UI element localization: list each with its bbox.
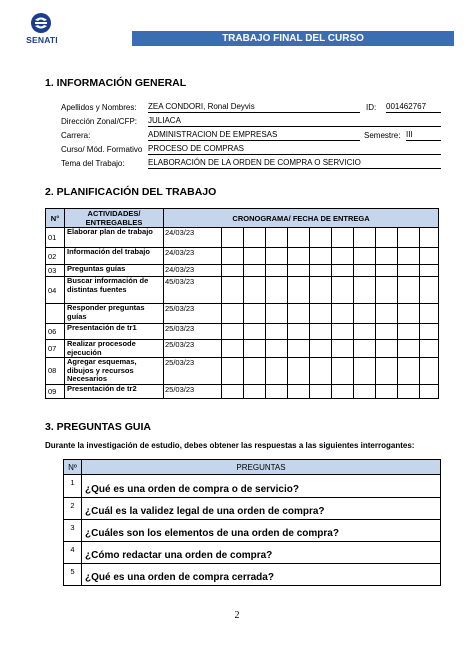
schedule-cell <box>398 304 420 324</box>
planning-row <box>46 384 439 398</box>
schedule-cell <box>354 358 376 385</box>
schedule-cell <box>310 324 332 340</box>
question-row <box>64 498 441 520</box>
question-row <box>64 564 441 586</box>
schedule-cell <box>354 248 376 265</box>
schedule-cell <box>266 265 288 277</box>
question-text: ¿Cómo redactar una orden de compra? <box>82 542 441 564</box>
question-number: 3 <box>64 520 82 542</box>
row-activity: Responder preguntas guías <box>65 304 164 324</box>
schedule-cell <box>310 340 332 358</box>
schedule-cell <box>376 358 398 385</box>
id-value: 001462767 <box>386 102 441 113</box>
schedule-cell <box>420 228 439 248</box>
question-text: ¿Qué es una orden de compra cerrada? <box>82 564 441 586</box>
schedule-cell <box>376 324 398 340</box>
schedule-cell <box>376 304 398 324</box>
schedule-cell <box>398 340 420 358</box>
row-number: 01 <box>46 228 65 248</box>
direccion-label: Dirección Zonal/CFP: <box>61 117 138 126</box>
row-number: 07 <box>46 340 65 358</box>
schedule-cell <box>398 265 420 277</box>
row-activity: Realizar procesode ejecución <box>65 340 164 358</box>
planning-row <box>46 304 439 324</box>
row-date: 45/03/23 <box>164 277 222 304</box>
curso-label: Curso/ Mód. Formativo <box>61 145 143 154</box>
schedule-cell <box>244 340 266 358</box>
schedule-cell <box>266 358 288 385</box>
questions-intro: Durante la investigación de estudio, debes obtener las respuestas a las siguientes interrogantes: <box>45 441 415 450</box>
schedule-cell <box>420 358 439 385</box>
question-number: 2 <box>64 498 82 520</box>
planning-row <box>46 265 439 277</box>
schedule-cell <box>376 248 398 265</box>
schedule-cell <box>310 228 332 248</box>
row-activity: Información del trabajo <box>65 248 164 265</box>
schedule-cell <box>244 304 266 324</box>
direccion-value: JULIACA <box>148 116 441 127</box>
schedule-cell <box>398 358 420 385</box>
row-date: 25/03/23 <box>164 358 222 385</box>
planning-row <box>46 358 439 385</box>
schedule-cell <box>222 384 244 398</box>
question-number: 4 <box>64 542 82 564</box>
schedule-cell <box>222 265 244 277</box>
schedule-cell <box>420 265 439 277</box>
col-schedule-header: CRONOGRAMA/ FECHA DE ENTREGA <box>164 209 439 228</box>
id-label: ID: <box>366 103 377 112</box>
schedule-cell <box>222 340 244 358</box>
row-number: 08 <box>46 358 65 385</box>
carrera-label: Carrera: <box>61 131 91 140</box>
section-1-heading: 1. INFORMACIÓN GENERAL <box>45 77 187 89</box>
schedule-cell <box>310 248 332 265</box>
schedule-cell <box>244 358 266 385</box>
row-activity: Buscar información de distintas fuentes <box>65 277 164 304</box>
schedule-cell <box>266 277 288 304</box>
schedule-cell <box>310 358 332 385</box>
schedule-cell <box>288 324 310 340</box>
row-number: 04 <box>46 277 65 304</box>
schedule-cell <box>244 324 266 340</box>
schedule-cell <box>332 358 354 385</box>
apellidos-value: ZEA CONDORI, Ronal Deyvis <box>148 102 360 113</box>
schedule-cell <box>332 384 354 398</box>
schedule-cell <box>332 304 354 324</box>
question-number: 5 <box>64 564 82 586</box>
schedule-cell <box>288 228 310 248</box>
schedule-cell <box>398 277 420 304</box>
row-date: 25/03/23 <box>164 384 222 398</box>
tema-label: Tema del Trabajo: <box>61 159 125 168</box>
row-date: 24/03/23 <box>164 228 222 248</box>
schedule-cell <box>398 228 420 248</box>
schedule-cell <box>266 248 288 265</box>
planning-row <box>46 228 439 248</box>
schedule-cell <box>420 277 439 304</box>
tema-value: ELABORACIÓN DE LA ORDEN DE COMPRA O SERVICIO <box>148 158 441 169</box>
schedule-cell <box>288 265 310 277</box>
schedule-cell <box>354 277 376 304</box>
schedule-cell <box>288 384 310 398</box>
schedule-cell <box>398 248 420 265</box>
schedule-cell <box>332 228 354 248</box>
planning-row <box>46 340 439 358</box>
row-date: 25/03/23 <box>164 324 222 340</box>
schedule-cell <box>266 304 288 324</box>
planning-row <box>46 248 439 265</box>
schedule-cell <box>222 228 244 248</box>
col-num-header: N° <box>46 209 65 228</box>
schedule-cell <box>288 304 310 324</box>
schedule-cell <box>310 277 332 304</box>
schedule-cell <box>266 228 288 248</box>
question-text: ¿Cuáles son los elementos de una orden de compra? <box>82 520 441 542</box>
schedule-cell <box>332 265 354 277</box>
schedule-cell <box>288 277 310 304</box>
section-2-heading: 2. PLANIFICACIÓN DEL TRABAJO <box>45 186 217 198</box>
schedule-cell <box>420 248 439 265</box>
col-questions-header: PREGUNTAS <box>82 460 441 475</box>
schedule-cell <box>244 265 266 277</box>
row-activity: Presentación de tr2 <box>65 384 164 398</box>
row-number: 02 <box>46 248 65 265</box>
schedule-cell <box>376 384 398 398</box>
schedule-cell <box>244 248 266 265</box>
planning-rows <box>46 228 439 399</box>
col-activities-header: ACTIVIDADES/ ENTREGABLES <box>65 209 164 228</box>
planning-row <box>46 277 439 304</box>
schedule-cell <box>354 265 376 277</box>
schedule-cell <box>420 340 439 358</box>
senati-logo <box>20 12 64 52</box>
semestre-label: Semestre: <box>364 131 401 140</box>
section-3-heading: 3. PREGUNTAS GUIA <box>45 421 151 433</box>
schedule-cell <box>266 324 288 340</box>
row-number <box>46 304 65 324</box>
schedule-cell <box>310 304 332 324</box>
row-date: 25/03/23 <box>164 340 222 358</box>
schedule-cell <box>244 277 266 304</box>
schedule-cell <box>354 228 376 248</box>
row-date: 24/03/23 <box>164 265 222 277</box>
row-activity: Agregar esquemas, dibujos y recursos Necesarios <box>65 358 164 385</box>
schedule-cell <box>266 384 288 398</box>
schedule-cell <box>398 324 420 340</box>
carrera-value: ADMINISTRACION DE EMPRESAS <box>148 130 360 141</box>
schedule-cell <box>420 324 439 340</box>
schedule-cell <box>222 277 244 304</box>
schedule-cell <box>420 384 439 398</box>
page-number: 2 <box>234 610 240 621</box>
schedule-cell <box>376 340 398 358</box>
planning-row <box>46 324 439 340</box>
question-row <box>64 542 441 564</box>
schedule-cell <box>222 248 244 265</box>
col-q-num-header: Nº <box>64 460 82 475</box>
row-activity: Elaborar plan de trabajo <box>65 228 164 248</box>
logo-text: SENATI <box>26 35 58 45</box>
schedule-cell <box>266 340 288 358</box>
schedule-cell <box>222 304 244 324</box>
row-number: 09 <box>46 384 65 398</box>
question-text: ¿Qué es una orden de compra o de servicio? <box>82 475 441 498</box>
schedule-cell <box>420 304 439 324</box>
semestre-value: III <box>406 130 441 141</box>
question-row <box>64 475 441 498</box>
schedule-cell <box>332 248 354 265</box>
schedule-cell <box>310 265 332 277</box>
schedule-cell <box>288 248 310 265</box>
schedule-cell <box>376 277 398 304</box>
schedule-cell <box>354 304 376 324</box>
questions-table <box>63 459 441 586</box>
schedule-cell <box>288 358 310 385</box>
row-date: 24/03/23 <box>164 248 222 265</box>
question-text: ¿Cuál es la validez legal de una orden de compra? <box>82 498 441 520</box>
row-activity: Preguntas guías <box>65 265 164 277</box>
schedule-cell <box>354 324 376 340</box>
schedule-cell <box>376 265 398 277</box>
row-activity: Presentación de tr1 <box>65 324 164 340</box>
schedule-cell <box>376 228 398 248</box>
schedule-cell <box>332 324 354 340</box>
row-number: 03 <box>46 265 65 277</box>
schedule-cell <box>222 324 244 340</box>
schedule-cell <box>288 340 310 358</box>
curso-value: PROCESO DE COMPRAS <box>148 144 441 155</box>
senati-logo-icon <box>26 12 56 34</box>
question-number: 1 <box>64 475 82 498</box>
schedule-cell <box>354 340 376 358</box>
question-row <box>64 520 441 542</box>
schedule-cell <box>222 358 244 385</box>
planning-table <box>45 208 439 399</box>
schedule-cell <box>398 384 420 398</box>
apellidos-label: Apellidos y Nombres: <box>61 103 137 112</box>
schedule-cell <box>310 384 332 398</box>
schedule-cell <box>332 340 354 358</box>
schedule-cell <box>244 228 266 248</box>
schedule-cell <box>332 277 354 304</box>
schedule-cell <box>354 384 376 398</box>
row-date: 25/03/23 <box>164 304 222 324</box>
document-title: TRABAJO FINAL DEL CURSO <box>132 31 454 46</box>
row-number: 06 <box>46 324 65 340</box>
schedule-cell <box>244 384 266 398</box>
